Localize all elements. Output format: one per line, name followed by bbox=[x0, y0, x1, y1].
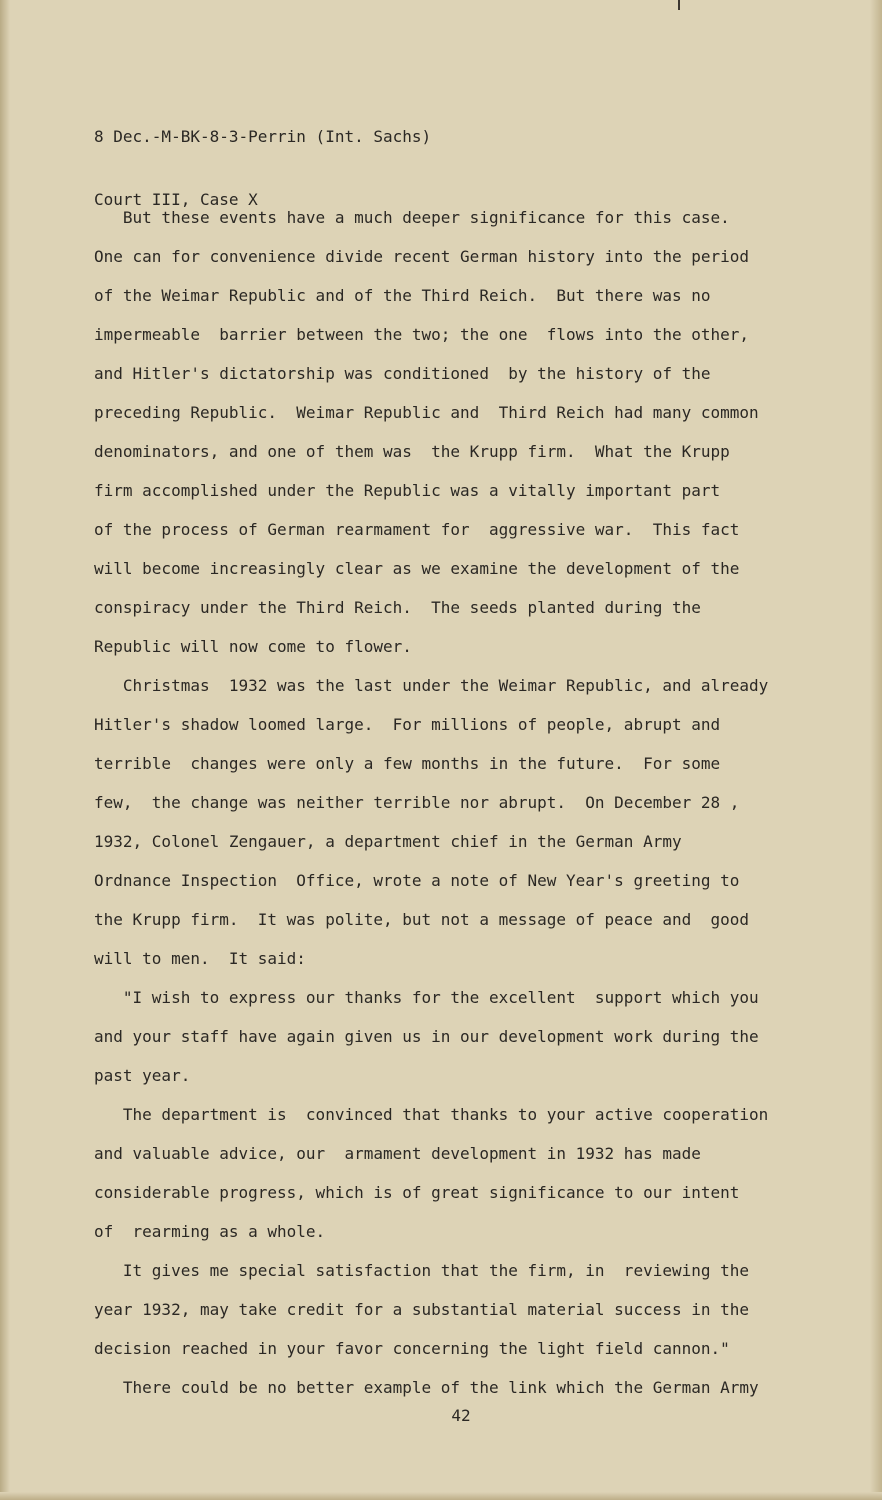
text-line: past year. bbox=[94, 1066, 191, 1085]
text-line: "I wish to express our thanks for the excellent support which you bbox=[94, 988, 759, 1007]
text-line: of rearming as a whole. bbox=[94, 1222, 326, 1241]
text-line: and valuable advice, our armament development in 1932 has made bbox=[94, 1144, 701, 1163]
text-line: impermeable barrier between the two; the one flows into the other, bbox=[94, 325, 750, 344]
text-line: considerable progress, which is of great significance to our intent bbox=[94, 1183, 740, 1202]
text-line: of the Weimar Republic and of the Third Reich. But there was no bbox=[94, 286, 711, 305]
text-line: preceding Republic. Weimar Republic and Third Reich had many common bbox=[94, 403, 759, 422]
text-line: Christmas 1932 was the last under the Weimar Republic, and already bbox=[94, 676, 769, 695]
text-line: conspiracy under the Third Reich. The seeds planted during the bbox=[94, 598, 701, 617]
text-line: few, the change was neither terrible nor abrupt. On December 28 , bbox=[94, 793, 740, 812]
text-line: denominators, and one of them was the Krupp firm. What the Krupp bbox=[94, 442, 730, 461]
text-line: decision reached in your favor concerning the light field cannon." bbox=[94, 1339, 730, 1358]
text-line: of the process of German rearmament for aggressive war. This fact bbox=[94, 520, 740, 539]
text-line: will to men. It said: bbox=[94, 949, 306, 968]
text-line: Ordnance Inspection Office, wrote a note of New Year's greeting to bbox=[94, 871, 740, 890]
text-line: firm accomplished under the Republic was a vitally important part bbox=[94, 481, 721, 500]
text-line: terrible changes were only a few months in the future. For some bbox=[94, 754, 721, 773]
header-line-reference: 8 Dec.-M-BK-8-3-Perrin (Int. Sachs) bbox=[94, 127, 432, 146]
paper-mark bbox=[678, 0, 680, 10]
text-line: It gives me special satisfaction that the firm, in reviewing the bbox=[94, 1261, 750, 1280]
text-line: will become increasingly clear as we examine the development of the bbox=[94, 559, 740, 578]
page-edge-bottom bbox=[0, 1492, 882, 1500]
text-line: and Hitler's dictatorship was conditioned by the history of the bbox=[94, 364, 711, 383]
transcript-body bbox=[94, 198, 769, 1407]
page-edge-left bbox=[0, 0, 10, 1500]
text-line: The department is convinced that thanks to your active cooperation bbox=[94, 1105, 769, 1124]
page-edge-right bbox=[870, 0, 882, 1500]
text-line: the Krupp firm. It was polite, but not a message of peace and good bbox=[94, 910, 750, 929]
text-line: Republic will now come to flower. bbox=[94, 637, 412, 656]
header-line-court: Court III, Case X bbox=[94, 190, 258, 209]
text-line: Hitler's shadow loomed large. For millions of people, abrupt and bbox=[94, 715, 721, 734]
text-line: One can for convenience divide recent German history into the period bbox=[94, 247, 750, 266]
text-line: 1932, Colonel Zengauer, a department chief in the German Army bbox=[94, 832, 682, 851]
text-line: year 1932, may take credit for a substantial material success in the bbox=[94, 1300, 750, 1319]
text-line: But these events have a much deeper significance for this case. bbox=[94, 208, 730, 227]
page-number: 42 bbox=[451, 1406, 471, 1425]
text-line: and your staff have again given us in our development work during the bbox=[94, 1027, 759, 1046]
text-line: There could be no better example of the link which the German Army bbox=[94, 1378, 759, 1397]
